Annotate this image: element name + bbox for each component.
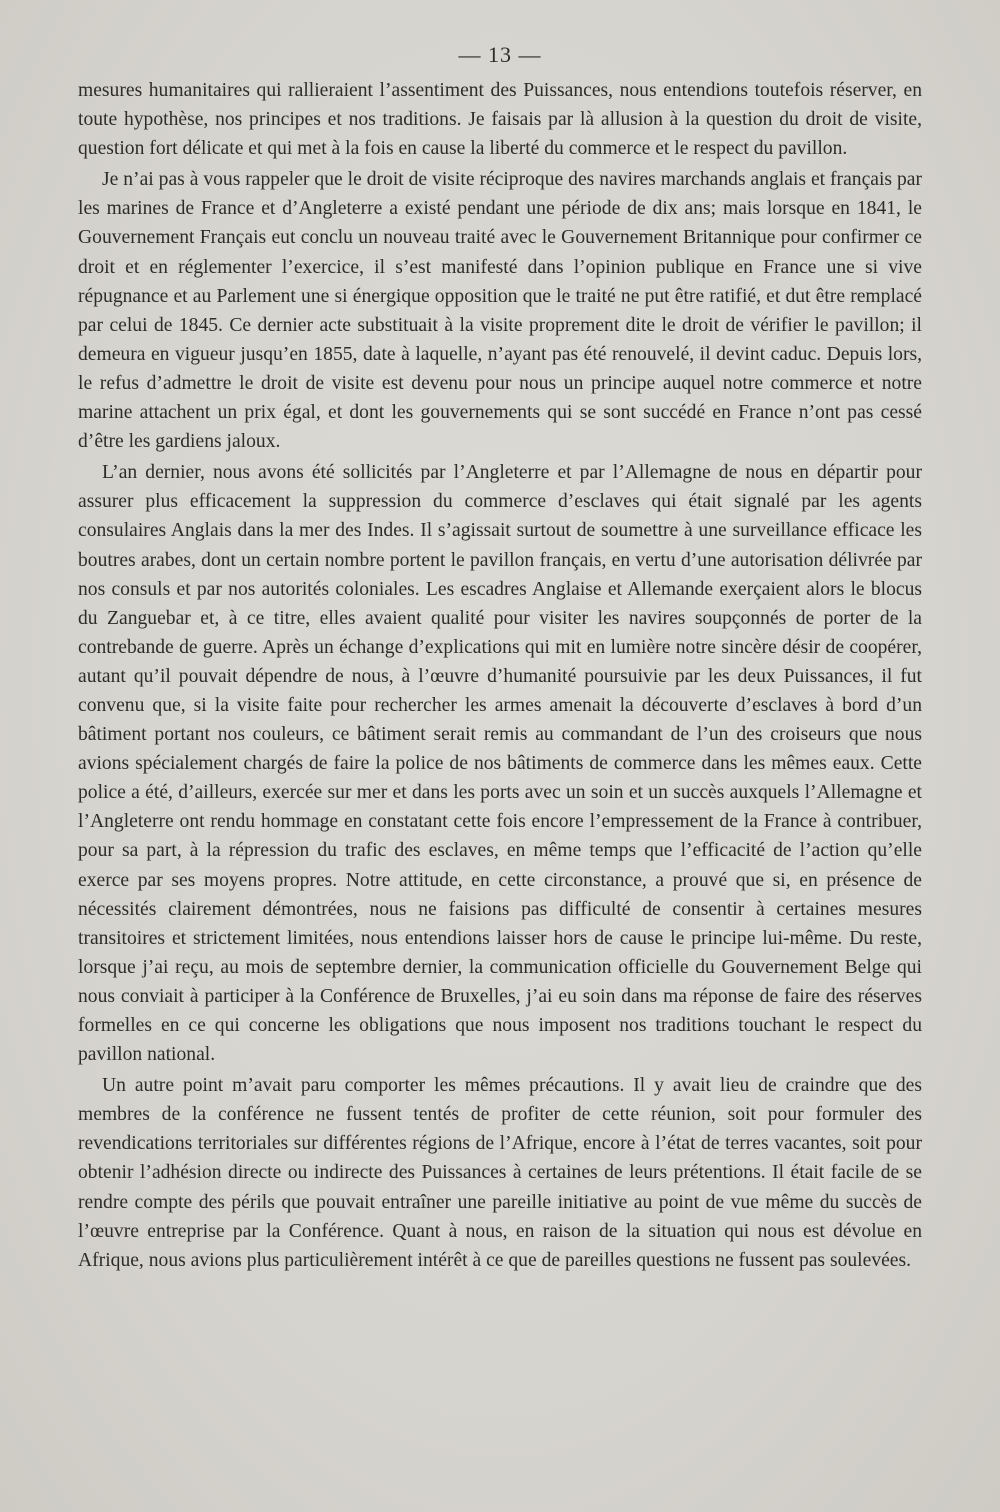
page-number: — 13 — bbox=[458, 42, 542, 67]
paragraph-3: L’an dernier, nous avons été sollicités par l’Angleterre et par l’Allemagne de nous en départir pour assurer plus efficacement la suppression du commerce d’esclaves qui était signalé par les agents consulaires Anglais dans la mer des Indes. Il s’agissait surtout de soumettre à une surveillance efficace les boutres arabes, dont un certain nombre portent le pavillon français, en vertu d’une autorisation délivrée par nos consuls et par nos autorités coloniales. Les escadres Anglaise et Allemande exerçaient alors le blocus du Zanguebar et, à ce titre, elles avaient qualité pour visiter les navires soupçonnés de porter de la contrebande de guerre. Après un échange d’explications qui mit en lumière notre sincère désir de coopérer, autant qu’il pouvait dépendre de nous, à l’œuvre d’humanité poursuivie par les deux Puissances, il fut convenu que, si la visite faite pour rechercher les armes amenait la découverte d’esclaves à bord d’un bâtiment portant nos couleurs, ce bâtiment serait remis au commandant de l’un des croiseurs que nous avions spécialement chargés de faire la police de nos bâtiments de commerce dans les mêmes eaux. Cette police a été, d’ailleurs, exercée sur mer et dans les ports avec un soin et un succès auxquels l’Allemagne et l’Angleterre ont rendu hommage en constatant cette fois encore l’empressement de la France à contribuer, pour sa part, à la répression du trafic des esclaves, en même temps que l’efficacité de l’action qu’elle exerce par ses moyens propres. Notre attitude, en cette circonstance, a prouvé que si, en présence de nécessités clairement démontrées, nous ne faisions pas difficulté de consentir à certaines mesures transitoires et strictement limitées, nous entendions laisser hors de cause le principe lui-même. Du reste, lorsque j’ai reçu, au mois de septembre dernier, la communication officielle du Gouvernement Belge qui nous conviait à participer à la Conférence de Bruxelles, j’ai eu soin dans ma réponse de faire des réserves formelles en ce qui concerne les obligations que nous imposent nos traditions touchant le respect du pavillon national. bbox=[78, 462, 922, 1066]
paragraph-2: Je n’ai pas à vous rappeler que le droit de visite réciproque des navires marchands anglais et français par les marines de France et d’Angleterre a existé pendant une période de dix ans; mais lorsque en 1841, le Gouvernement Français eut conclu un nouveau traité avec le Gouvernement Britannique pour confirmer ce droit et en réglementer l’exercice, il s’est manifesté dans l’opinion publique en France une si vive répugnance et au Parlement une si énergique opposition que le traité ne put être ratifié, et dut être remplacé par celui de 1845. Ce dernier acte substituait à la visite proprement dite le droit de vérifier le pavillon; il demeura en vigueur jusqu’en 1855, date à laquelle, n’ayant pas été renouvelé, il devint caduc. Depuis lors, le refus d’admettre le droit de visite est devenu pour nous un principe auquel notre commerce et notre marine attachent un prix égal, et dont les gouvernements qui se sont succédé en France n’ont pas cessé d’être les gardiens jaloux. bbox=[78, 169, 922, 453]
paragraph-4: Un autre point m’avait paru comporter les mêmes précautions. Il y avait lieu de craindre que des membres de la conférence ne fussent tentés de profiter de cette réunion, soit pour formuler des revendications territoriales sur différentes régions de l’Afrique, encore à l’état de terres vacantes, soit pour obtenir l’adhésion directe ou indirecte des Puissances à certaines de leurs prétentions. Il était facile de se rendre compte des périls que pouvait entraîner une pareille initiative au point de vue même du succès de l’œuvre entreprise par la Conférence. Quant à nous, en raison de la situation qui nous est dévolue en Afrique, nous avions plus particulièrement intérêt à ce que de pareilles questions ne fussent pas soulevées. bbox=[78, 1075, 922, 1271]
paragraph-1: mesures humanitaires qui rallieraient l’assentiment des Puissances, nous entendions toutefois réserver, en toute hypothèse, nos principes et nos traditions. Je faisais par là allusion à la question du droit de visite, question fort délicate et qui met à la fois en cause la liberté du commerce et le respect du pavillon. bbox=[78, 80, 922, 160]
